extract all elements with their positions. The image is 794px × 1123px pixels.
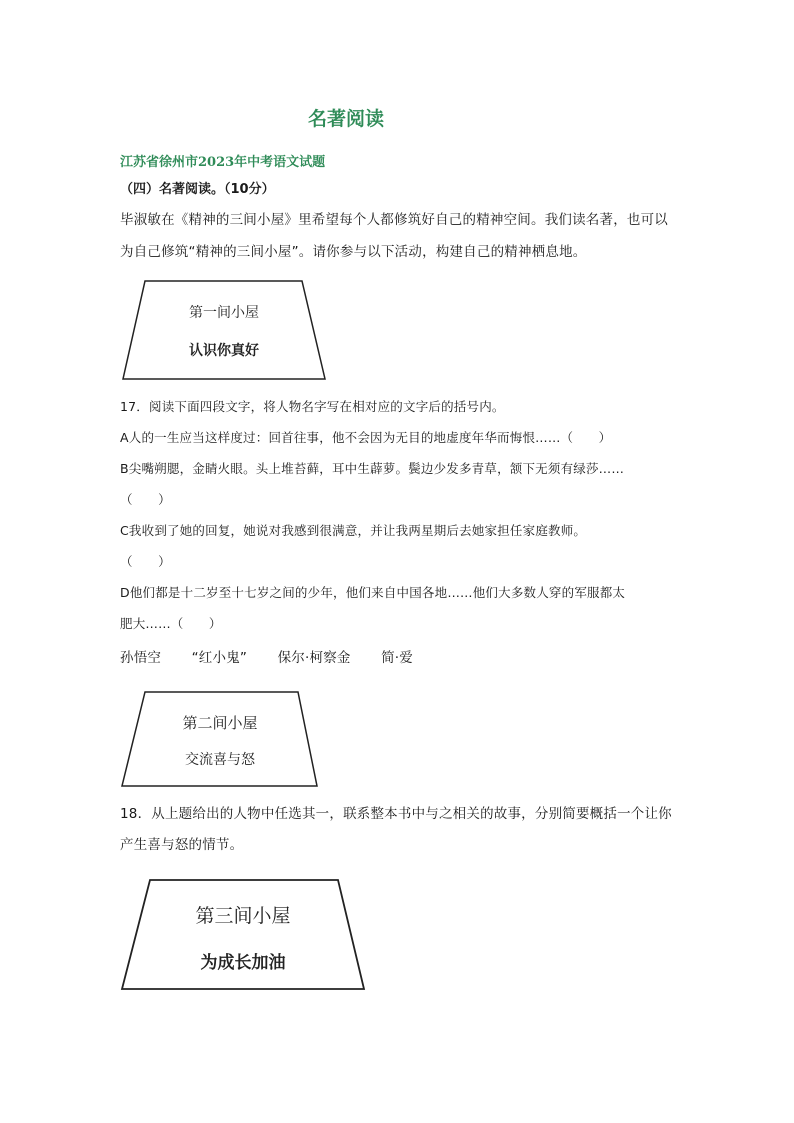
name-pavel-korchagin: 保尔·柯察金	[277, 650, 351, 666]
room1-subtitle: 认识你真好	[189, 343, 259, 359]
room1-box	[120, 279, 328, 382]
room3-box	[120, 878, 368, 993]
name-sun-wukong: 孙悟空	[120, 650, 162, 666]
page-title: 名著阅读	[308, 108, 385, 130]
q17-prompt: 17．阅读下面四段文字，将人物名字写在相对应的文字后的括号内。	[120, 399, 505, 414]
room2-subtitle: 交流喜与怒	[185, 752, 255, 768]
exam-source: 江苏省徐州市2023年中考语文试题	[120, 155, 326, 170]
q17-option-d-line1: D他们都是十二岁至十七岁之间的少年，他们来自中国各地……他们大多数人穿的军服都太	[120, 585, 626, 600]
room1-title: 第一间小屋	[189, 305, 259, 321]
q17-option-c-line1: C我收到了她的回复，她说对我感到很满意，并让我两星期后去她家担任家庭教师。	[120, 523, 587, 538]
room3-subtitle: 为成长加油	[200, 953, 286, 973]
intro-line-1: 毕淑敏在《精神的三间小屋》里希望每个人都修筑好自己的精神空间。我们读名著，也可以	[120, 212, 668, 228]
q17-option-c-blank: （ ）	[120, 554, 171, 569]
q17-option-d-line2: 肥大……（ ）	[120, 616, 222, 631]
name-red-little-devil: “红小鬼”	[191, 650, 248, 666]
q17-option-a: A人的一生应当这样度过：回首往事，他不会因为无目的地虚度年华而悔恨……（ ）	[120, 430, 612, 445]
intro-line-2: 为自己修筑“精神的三间小屋”。请你参与以下活动，构建自己的精神栖息地。	[120, 244, 587, 260]
q18-line-1: 18．从上题给出的人物中任选其一，联系整本书中与之相关的故事，分别简要概括一个让你	[120, 806, 672, 822]
q17-option-b-blank: （ ）	[120, 492, 171, 507]
room2-title: 第二间小屋	[182, 714, 258, 732]
name-jane-eyre: 简·爱	[381, 650, 414, 666]
room3-title: 第三间小屋	[195, 905, 291, 927]
room2-box	[120, 690, 320, 788]
q18-line-2: 产生喜与怒的情节。	[120, 837, 244, 853]
character-name-list	[120, 646, 439, 666]
q17-option-b-line1: B尖嘴朔腮，金睛火眼。头上堆苔藓，耳中生薜萝。鬓边少发多青草，颔下无须有绿莎……	[120, 461, 625, 476]
section-heading: （四）名著阅读。（10分）	[120, 182, 275, 197]
